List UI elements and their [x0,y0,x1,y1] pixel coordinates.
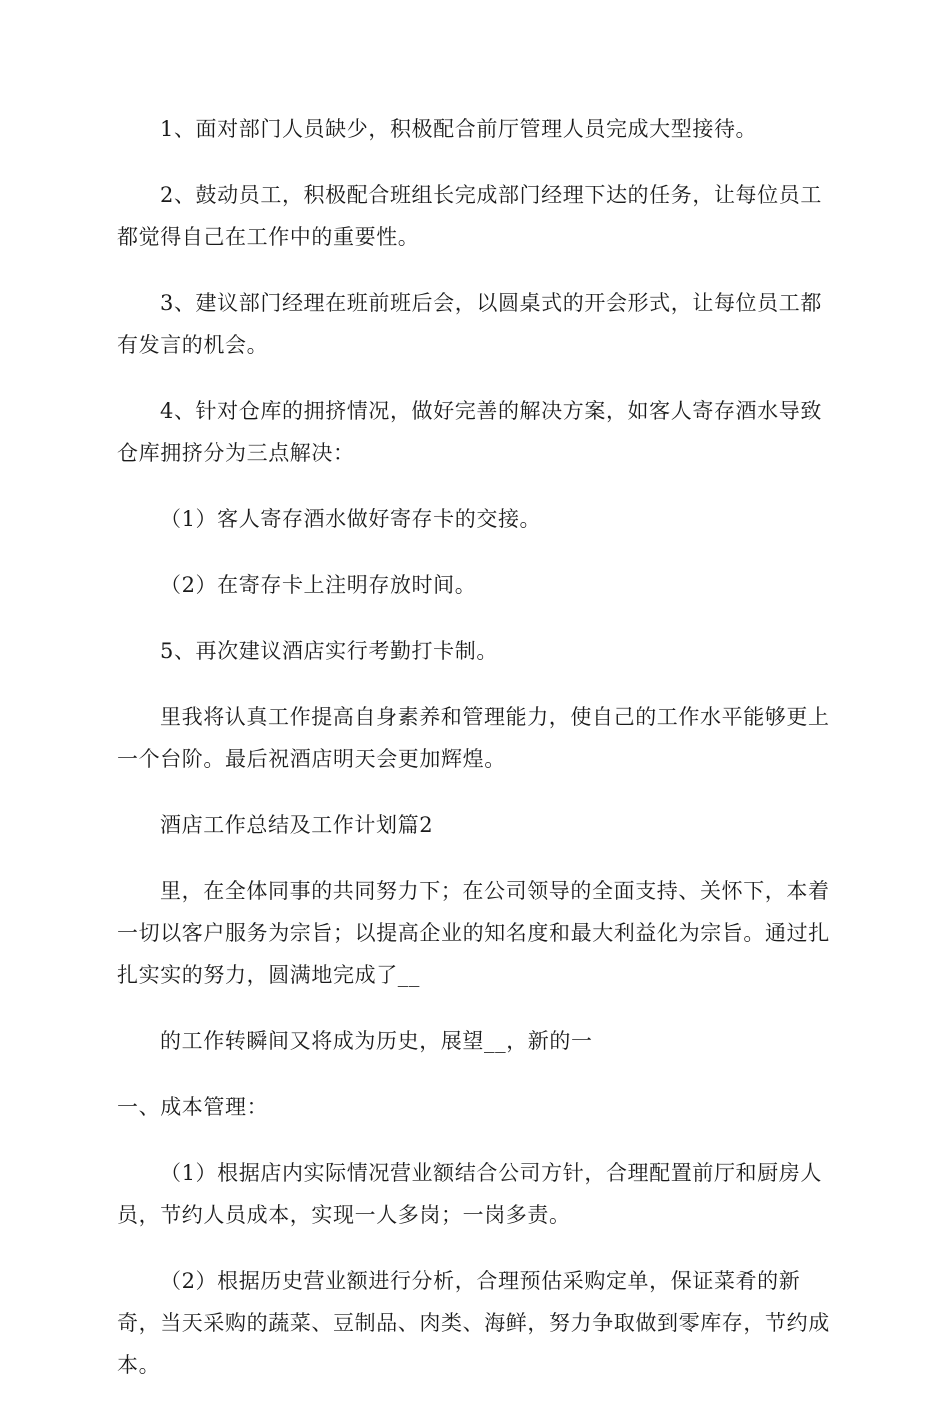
paragraph-item-3: 3、建议部门经理在班前班后会，以圆桌式的开会形式，让每位员工都有发言的机会。 [117,291,822,357]
paragraph-closing: 里我将认真工作提高自身素养和管理能力，使自己的工作水平能够更上一个台阶。最后祝酒店明天会更加辉煌。 [117,705,830,771]
section-title: 酒店工作总结及工作计划篇2 [160,813,434,837]
paragraph-cost-2: （2）根据历史营业额进行分析，合理预估采购定单，保证菜肴的新奇，当天采购的蔬菜、豆制品、肉类、海鲜，努力争取做到零库存，节约成本。 [117,1269,830,1377]
paragraph-item-4: 4、针对仓库的拥挤情况，做好完善的解决方案，如客人寄存酒水导致仓库拥挤分为三点解决： [117,399,822,465]
paragraph-item-5: 5、再次建议酒店实行考勤打卡制。 [160,639,498,663]
document-body [117,108,835,1410]
paragraph-outlook: 的工作转瞬间又将成为历史，展望__，新的一 [160,1029,593,1053]
paragraph-cost-1: （1）根据店内实际情况营业额结合公司方针，合理配置前厅和厨房人员，节约人员成本，实现一人多岗；一岗多责。 [117,1161,822,1227]
section-heading-cost: 一、成本管理： [117,1095,269,1119]
paragraph-subitem-2: （2）在寄存卡上注明存放时间。 [160,573,477,597]
paragraph-intro: 里，在全体同事的共同努力下；在公司领导的全面支持、关怀下，本着一切以客户服务为宗旨；以提高企业的知名度和最大利益化为宗旨。通过扎扎实实的努力，圆满地完成了__ [117,879,830,987]
paragraph-item-2: 2、鼓动员工，积极配合班组长完成部门经理下达的任务，让每位员工都觉得自己在工作中的重要性。 [117,183,822,249]
paragraph-subitem-1: （1）客人寄存酒水做好寄存卡的交接。 [160,507,542,531]
paragraph-item-1: 1、面对部门人员缺少，积极配合前厅管理人员完成大型接待。 [160,117,758,141]
